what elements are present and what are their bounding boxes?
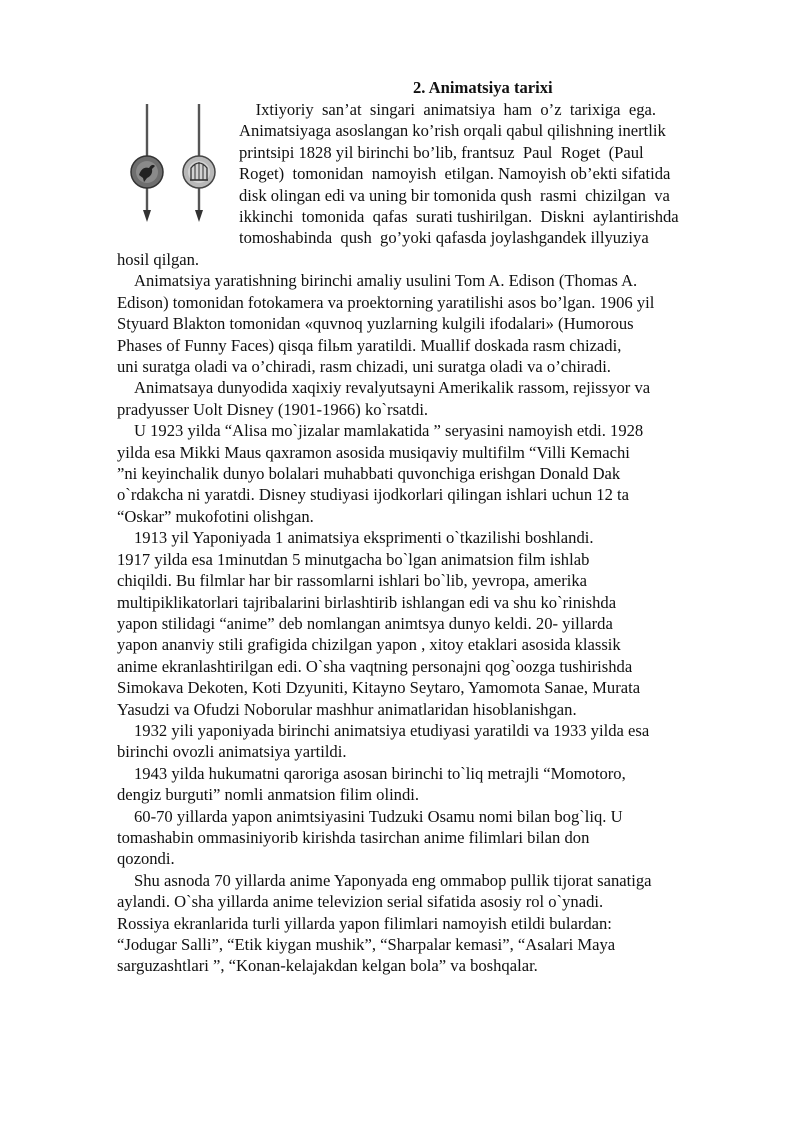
text-line: Simokava Dekoten, Koti Dzyuniti, Kitayno Seytaro, Yamomota Sanae, Murata: [117, 678, 641, 698]
text-line: uni suratga oladi va o’chiradi, rasm chizadi, uni suratga oladi va o’chiradi.: [117, 357, 611, 377]
text-line: anime ekranlashtirilgan edi. O`sha vaqtning personajni qog`oozga tushirishda: [117, 656, 633, 676]
text-line: “Oskar” mukofotini olishgan.: [117, 506, 314, 526]
intro-line: printsipi 1828 yil birinchi bo’lib, frantsuz Paul Roget (Paul: [239, 142, 644, 162]
paragraph-first-line: 1943 yilda hukumatni qaroriga asosan birinchi to`liq metrajli “Momotoro,: [134, 763, 626, 783]
text-line: Phases of Funny Faces) qisqa filьm yaratildi. Muallif doskada rasm chizadi,: [117, 335, 622, 355]
text-line: Styuard Blakton tomonidan «quvnoq yuzlarning kulgili ifodalari» (Humorous: [117, 314, 634, 334]
paragraph-first-line: 1932 yili yaponiyada birinchi animatsiya etudiyasi yaratildi va 1933 yilda esa: [134, 720, 650, 740]
text-line: tomashabin ommasiniyorib kirishda tasirchan anime filimlari bilan don: [117, 827, 590, 847]
text-line: multipiklikatorlari tajribalarini birlashtirib ishlangan edi va shu ko`rinishda: [117, 592, 617, 612]
intro-line: disk olingan edi va uning bir tomonida qush rasmi chizilgan va: [239, 185, 670, 205]
thaumatrope-figure: [122, 100, 222, 230]
bird-disk-icon: [131, 104, 163, 222]
text-line: yapon stilidagi “anime” deb nomlangan animtsya dunyo keldi. 20- yillarda: [117, 613, 613, 633]
text-line: dengiz burguti” nomli anmatsion filim olindi.: [117, 785, 420, 805]
text-line: hosil qilgan.: [117, 250, 200, 269]
paragraph-first-line: 60-70 yillarda yapon animtsiyasini Tudzuki Osamu nomi bilan bog`liq. U: [134, 806, 623, 826]
text-line: Rossiya ekranlarida turli yillarda yapon filimlari namoyish etildi bulardan:: [117, 913, 612, 933]
intro-line: Roget) tomonidan namoyish etilgan. Namoyish ob’ekti sifatida: [239, 164, 671, 184]
text-line: Yasudzi va Ofudzi Noborular mashhur animatlaridan hisoblanishgan.: [117, 699, 577, 719]
text-line: o`rdakcha ni yaratdi. Disney studiyasi ijodkorlari qilingan ishlari uchun 12 ta: [117, 485, 629, 505]
text-line: 1917 yilda esa 1minutdan 5 minutgacha bo`lgan animatsion film ishlab: [117, 549, 590, 569]
text-line: qozondi.: [117, 849, 175, 869]
text-line: yilda esa Mikki Maus qaxramon asosida musiqaviy multifilm “Villi Kemachi: [117, 442, 630, 462]
text-line: ”ni keyinchalik dunyo bolalari muhabbati quvonchiga erishgan Donald Dak: [117, 464, 621, 484]
text-line: sarguzashtlari ”, “Konan-kelajakdan kelgan bola” va boshqalar.: [117, 956, 538, 976]
cage-disk-icon: [183, 104, 215, 222]
text-line: “Jodugar Salli”, “Etik kiygan mushik”, “Sharpalar kemasi”, “Asalari Maya: [117, 935, 616, 954]
text-line: aylandi. O`sha yillarda anime televizion serial sifatida asosiy rol o`ynadi.: [117, 892, 604, 912]
intro-line: tomoshabinda qush go’yoki qafasda joylashgandek illyuziya: [239, 228, 649, 248]
text-line: Edison) tomonidan fotokamera va proektorning yaratilishi asos bo’lgan. 1906 yil: [117, 292, 655, 312]
paragraph-first-line: Animatsiya yaratishning birinchi amaliy usulini Tom A. Edison (Thomas A.: [134, 271, 638, 291]
intro-line: Ixtiyoriy san’at singari animatsiya ham o’z tarixiga ega.: [239, 100, 657, 119]
paragraph-first-line: U 1923 yilda “Alisa mo`jizalar mamlakatida ” seryasini namoyish etdi. 1928: [134, 421, 644, 441]
paragraph-first-line: 1913 yil Yaponiyada 1 animatsiya eksprimenti o`tkazilishi boshlandi.: [134, 528, 594, 548]
body-text: [117, 249, 742, 977]
section-heading: 2. Animatsiya tarixi: [413, 78, 553, 97]
text-line: chiqildi. Bu filmlar har bir rassomlarni ishlari bo`lib, yevropa, amerika: [117, 571, 588, 591]
intro-line: Animatsiyaga asoslangan ko’rish orqali qabul qilishning inertlik: [239, 121, 666, 141]
intro-paragraph: [239, 99, 739, 249]
intro-line: ikkinchi tomonida qafas surati tushirilgan. Diskni aylantirishda: [239, 207, 679, 227]
paragraph-first-line: Animatsaya dunyodida xaqixiy revalyutsayni Amerikalik rassom, rejissyor va: [134, 378, 651, 398]
text-line: pradyusser Uolt Disney (1901-1966) ko`rsatdi.: [117, 399, 429, 419]
thaumatrope-illustration: [122, 100, 222, 230]
text-line: birinchi ovozli animatsiya yartildi.: [117, 742, 347, 762]
paragraph-first-line: Shu asnoda 70 yillarda anime Yaponyada eng ommabop pullik tijorat sanatiga: [134, 870, 652, 890]
text-line: yapon ananviy stili grafigida chizilgan yapon , xitoy etaklari asosida klassik: [117, 635, 621, 655]
